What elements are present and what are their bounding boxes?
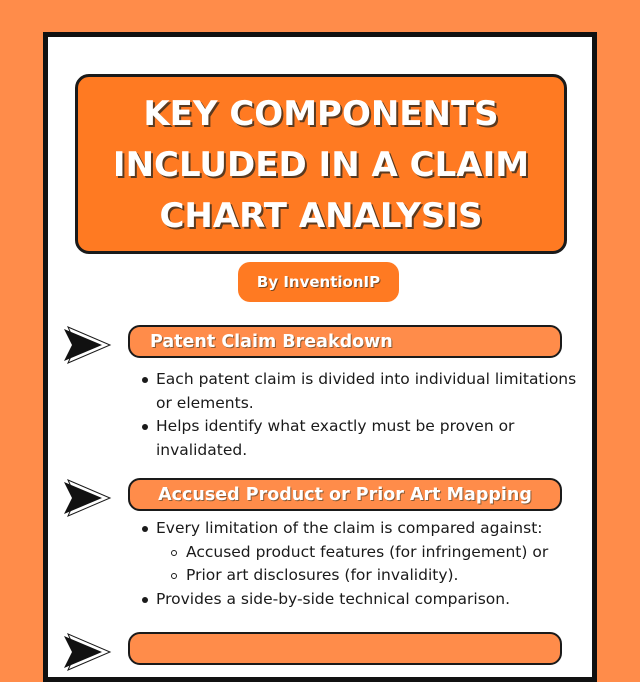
double-arrow-right-icon xyxy=(62,478,112,518)
double-arrow-right-icon xyxy=(62,632,112,672)
page-title xyxy=(113,89,529,242)
section-2-bullet-list xyxy=(140,517,580,611)
byline-badge: By InventionIP xyxy=(238,262,399,302)
section-heading-3 xyxy=(128,632,562,665)
title-line-3: CHART ANALYSIS xyxy=(159,195,483,236)
title-line-1: KEY COMPONENTS xyxy=(143,93,499,134)
title-banner xyxy=(75,74,567,254)
title-line-2: INCLUDED IN A CLAIM xyxy=(112,144,530,185)
section-heading-patent-claim-breakdown: Patent Claim Breakdown xyxy=(128,325,562,358)
bullet-item: Provides a side-by-side technical comparison. xyxy=(140,588,580,612)
double-arrow-right-icon xyxy=(62,325,112,365)
bullet-item: Each patent claim is divided into individual limitations or elements. xyxy=(140,368,580,415)
sub-bullet-item: Accused product features (for infringement) or xyxy=(140,541,580,565)
section-heading-accused-product-mapping: Accused Product or Prior Art Mapping xyxy=(128,478,562,511)
section-1-bullet-list xyxy=(140,368,580,462)
bullet-item: Every limitation of the claim is compared against: xyxy=(140,517,580,541)
sub-bullet-item: Prior art disclosures (for invalidity). xyxy=(140,564,580,588)
bullet-item: Helps identify what exactly must be proven or invalidated. xyxy=(140,415,580,462)
